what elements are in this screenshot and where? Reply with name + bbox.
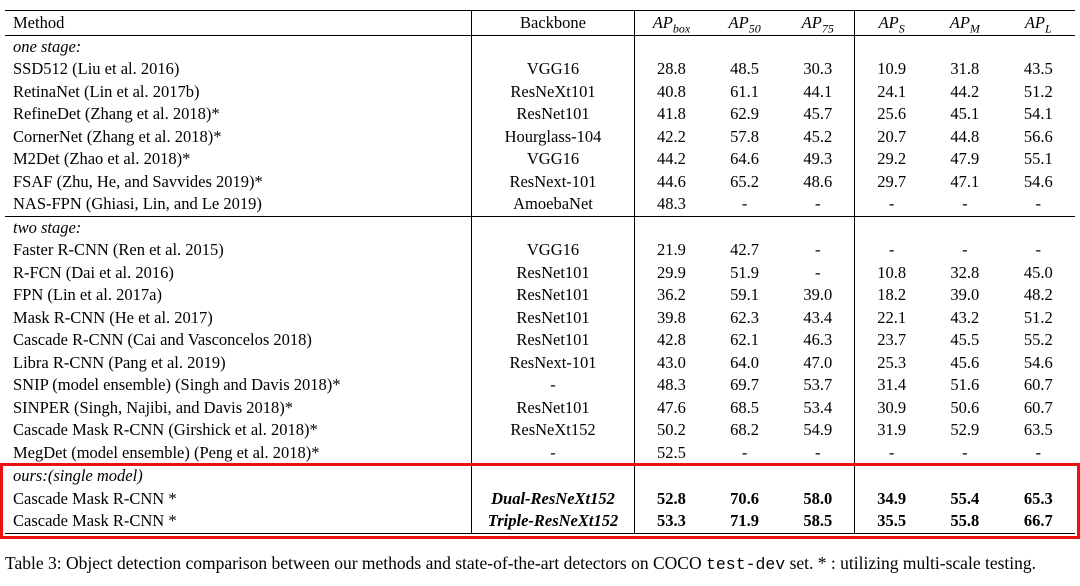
backbone-cell: Hourglass-104 — [472, 126, 635, 149]
table-row — [5, 262, 1075, 285]
method-cell: Cascade R-CNN (Cai and Vasconcelos 2018) — [5, 330, 472, 353]
metric-cell: 54.9 — [781, 420, 854, 443]
empty-cell — [855, 217, 928, 240]
metric-cell: 62.3 — [730, 307, 760, 327]
table-row — [5, 59, 1075, 82]
metric-cell: 24.1 — [877, 81, 907, 101]
metric-cell: 22.1 — [877, 307, 907, 327]
metric-cell: - — [888, 240, 895, 260]
method-cell: CornerNet (Zhang et al. 2018)* — [5, 126, 472, 149]
metric-cell: 48.6 — [781, 171, 854, 194]
table-row — [5, 194, 1075, 217]
backbone-cell: - — [472, 442, 635, 465]
table-row — [5, 171, 1075, 194]
metric-cell: 42.8 — [657, 330, 686, 350]
metric-cell: 10.8 — [877, 262, 907, 282]
backbone-cell: ResNet101 — [472, 262, 635, 285]
method-cell: RefineDet (Zhang et al. 2018)* — [5, 104, 472, 127]
metric-cell: - — [741, 442, 748, 462]
metric-cell: 58.0 — [781, 488, 854, 511]
empty-cell — [635, 465, 708, 488]
metric-cell: 42.7 — [730, 240, 760, 260]
metric-cell: 47.6 — [657, 397, 686, 417]
section-label-row — [5, 36, 1075, 59]
backbone-cell: ResNext-101 — [472, 352, 635, 375]
metric-cell: 25.3 — [877, 352, 907, 372]
metric-cell: 54.6 — [1023, 352, 1053, 372]
backbone-cell: - — [472, 375, 635, 398]
metric-cell: 31.8 — [950, 59, 980, 79]
empty-cell — [472, 217, 635, 240]
metric-cell: 47.0 — [781, 352, 854, 375]
method-cell: RetinaNet (Lin et al. 2017b) — [5, 81, 472, 104]
metric-cell: 28.8 — [657, 59, 686, 79]
backbone-cell: ResNet101 — [472, 104, 635, 127]
table-row — [5, 330, 1075, 353]
method-cell: SNIP (model ensemble) (Singh and Davis 2018)* — [5, 375, 472, 398]
metric-cell: - — [781, 240, 854, 263]
table-row — [5, 442, 1075, 465]
method-cell: MegDet (model ensemble) (Peng et al. 2018)* — [5, 442, 472, 465]
column-header: $AP_{50}$ — [708, 11, 781, 36]
empty-cell — [855, 36, 928, 59]
metric-cell: 64.0 — [730, 352, 760, 372]
metric-cell: 36.2 — [657, 285, 686, 305]
backbone-cell: ResNext-101 — [472, 171, 635, 194]
metric-cell: 44.8 — [950, 126, 980, 146]
metric-cell: 55.2 — [1023, 330, 1053, 350]
metric-cell: 52.9 — [950, 420, 980, 440]
method-cell: FPN (Lin et al. 2017a) — [5, 285, 472, 308]
metric-cell: 43.5 — [1023, 59, 1053, 79]
table-row — [5, 420, 1075, 443]
method-cell: R-FCN (Dai et al. 2016) — [5, 262, 472, 285]
metric-cell: 53.4 — [781, 397, 854, 420]
metric-cell: 47.1 — [950, 171, 980, 191]
metric-cell: 55.1 — [1023, 149, 1053, 169]
metric-cell: 32.8 — [950, 262, 980, 282]
metric-cell: 45.7 — [781, 104, 854, 127]
metric-cell: 66.7 — [1002, 511, 1075, 534]
metric-cell: - — [741, 194, 748, 214]
metric-cell: 29.2 — [877, 149, 907, 169]
method-cell: Cascade Mask R-CNN * — [5, 488, 472, 511]
table-row — [5, 104, 1075, 127]
metric-cell: 48.2 — [1023, 285, 1053, 305]
metric-cell: 46.3 — [781, 330, 854, 353]
caption-text-prefix: Table 3: Object detection comparison between our methods and state-of-the-art detectors on COCO — [5, 553, 706, 573]
column-header: $AP_M$ — [928, 11, 1001, 36]
metric-cell: 34.9 — [877, 488, 907, 508]
table-row — [5, 352, 1075, 375]
metric-cell: 56.6 — [1023, 126, 1053, 146]
method-cell: Cascade Mask R-CNN * — [5, 511, 472, 534]
metric-cell: - — [962, 442, 968, 462]
empty-cell — [708, 217, 781, 240]
metric-cell: 59.1 — [730, 285, 760, 305]
metric-cell: 39.0 — [781, 285, 854, 308]
metric-cell: 62.1 — [730, 330, 760, 350]
section-label: one stage: — [5, 36, 472, 59]
table-row — [5, 511, 1075, 534]
metric-cell: 70.6 — [730, 488, 760, 508]
empty-cell — [781, 217, 854, 240]
empty-cell — [928, 465, 1001, 488]
metric-cell: 20.7 — [877, 126, 907, 146]
metric-cell: 31.4 — [877, 375, 907, 395]
column-header: $AP_L$ — [1002, 11, 1075, 36]
metric-cell: 48.5 — [730, 59, 760, 79]
method-cell: Cascade Mask R-CNN (Girshick et al. 2018)* — [5, 420, 472, 443]
table-body — [5, 36, 1075, 534]
metric-cell: 45.5 — [950, 330, 980, 350]
empty-cell — [472, 36, 635, 59]
empty-cell — [708, 465, 781, 488]
metric-cell: 23.7 — [877, 330, 907, 350]
metric-cell: 54.6 — [1023, 171, 1053, 191]
metric-cell: - — [781, 442, 854, 465]
metric-cell: 21.9 — [657, 240, 686, 260]
metric-cell: 50.2 — [657, 420, 686, 440]
backbone-cell: ResNet101 — [472, 330, 635, 353]
metric-cell: 42.2 — [657, 126, 686, 146]
caption-text-suffix: set. * : utilizing multi-scale testing. — [785, 553, 1036, 573]
backbone-cell: ResNet101 — [472, 285, 635, 308]
metric-cell: 44.2 — [950, 81, 980, 101]
method-cell: SSD512 (Liu et al. 2016) — [5, 59, 472, 82]
metric-cell: 48.3 — [657, 375, 686, 395]
table-row — [5, 126, 1075, 149]
empty-cell — [928, 36, 1001, 59]
metric-cell: 63.5 — [1023, 420, 1053, 440]
column-header: Method — [5, 11, 472, 36]
header-row — [5, 11, 1075, 36]
metric-cell: 39.0 — [950, 285, 980, 305]
section-label-row — [5, 465, 1075, 488]
backbone-cell: ResNet101 — [472, 307, 635, 330]
table-row — [5, 81, 1075, 104]
backbone-cell: VGG16 — [472, 149, 635, 172]
empty-cell — [635, 36, 708, 59]
metric-cell: 44.6 — [657, 171, 686, 191]
backbone-cell: Triple-ResNeXt152 — [472, 511, 635, 534]
method-cell: Libra R-CNN (Pang et al. 2019) — [5, 352, 472, 375]
metric-cell: 48.3 — [657, 194, 686, 214]
metric-cell: 40.8 — [657, 81, 686, 101]
metric-cell: 51.2 — [1023, 307, 1053, 327]
backbone-cell: AmoebaNet — [472, 194, 635, 217]
table-row — [5, 307, 1075, 330]
metric-cell: 30.3 — [781, 59, 854, 82]
metric-cell: 60.7 — [1023, 397, 1053, 417]
metric-cell: 58.5 — [781, 511, 854, 534]
metric-cell: 45.0 — [1023, 262, 1053, 282]
empty-cell — [781, 465, 854, 488]
empty-cell — [472, 465, 635, 488]
metric-cell: 30.9 — [877, 397, 907, 417]
metric-cell: - — [1035, 194, 1042, 214]
metric-cell: 18.2 — [877, 285, 907, 305]
metric-cell: 60.7 — [1023, 375, 1053, 395]
backbone-cell: ResNeXt101 — [472, 81, 635, 104]
backbone-cell: Dual-ResNeXt152 — [472, 488, 635, 511]
metric-cell: 25.6 — [877, 104, 907, 124]
metric-cell: 45.6 — [950, 352, 980, 372]
empty-cell — [1002, 217, 1075, 240]
empty-cell — [781, 36, 854, 59]
metric-cell: - — [1035, 240, 1042, 260]
metric-cell: 43.2 — [950, 307, 980, 327]
metric-cell: - — [1035, 442, 1042, 462]
column-header: $AP_S$ — [855, 11, 928, 36]
metric-cell: 55.4 — [950, 488, 980, 508]
metric-cell: - — [888, 442, 895, 462]
metric-cell: 51.9 — [730, 262, 760, 282]
empty-cell — [708, 36, 781, 59]
metric-cell: 43.0 — [657, 352, 686, 372]
metric-cell: 71.9 — [708, 511, 781, 534]
metric-cell: 69.7 — [730, 375, 760, 395]
table-row — [5, 285, 1075, 308]
metric-cell: 35.5 — [855, 511, 928, 534]
empty-cell — [1002, 36, 1075, 59]
method-cell: Mask R-CNN (He et al. 2017) — [5, 307, 472, 330]
metric-cell: 44.1 — [781, 81, 854, 104]
metric-cell: 47.9 — [950, 149, 980, 169]
metric-cell: 55.8 — [928, 511, 1001, 534]
metric-cell: 65.3 — [1023, 488, 1053, 508]
metric-cell: 49.3 — [781, 149, 854, 172]
metric-cell: 45.2 — [781, 126, 854, 149]
metric-cell: - — [781, 262, 854, 285]
metric-cell: 68.5 — [730, 397, 760, 417]
metric-cell: 68.2 — [730, 420, 760, 440]
backbone-cell: VGG16 — [472, 59, 635, 82]
metric-cell: 44.2 — [657, 149, 686, 169]
table-row — [5, 240, 1075, 263]
metric-cell: 51.6 — [950, 375, 980, 395]
column-header: $AP_{box}$ — [635, 11, 708, 36]
metric-cell: 39.8 — [657, 307, 686, 327]
section-label: ours:(single model) — [5, 465, 472, 488]
metric-cell: - — [962, 194, 968, 214]
metric-cell: - — [962, 240, 968, 260]
metric-cell: 54.1 — [1023, 104, 1053, 124]
empty-cell — [1002, 465, 1075, 488]
metric-cell: 53.3 — [635, 511, 708, 534]
metric-cell: 41.8 — [657, 104, 686, 124]
metric-cell: 10.9 — [877, 59, 907, 79]
caption-code-testdev: test-dev — [705, 555, 786, 574]
empty-cell — [855, 465, 928, 488]
method-cell: NAS-FPN (Ghiasi, Lin, and Le 2019) — [5, 194, 472, 217]
table-row — [5, 397, 1075, 420]
metric-cell: 53.7 — [781, 375, 854, 398]
metric-cell: 43.4 — [781, 307, 854, 330]
table-row — [5, 149, 1075, 172]
method-cell: SINPER (Singh, Najibi, and Davis 2018)* — [5, 397, 472, 420]
backbone-cell: ResNet101 — [472, 397, 635, 420]
metric-cell: 52.8 — [657, 488, 686, 508]
metric-cell: 57.8 — [730, 126, 760, 146]
method-cell: M2Det (Zhao et al. 2018)* — [5, 149, 472, 172]
section-label-row — [5, 217, 1075, 240]
column-header: Backbone — [472, 11, 635, 36]
metric-cell: 65.2 — [730, 171, 760, 191]
backbone-cell: VGG16 — [472, 240, 635, 263]
metric-cell: - — [781, 194, 854, 217]
paper-page — [0, 10, 1080, 586]
backbone-cell: ResNeXt152 — [472, 420, 635, 443]
section-label: two stage: — [5, 217, 472, 240]
metric-cell: 50.6 — [950, 397, 980, 417]
table-row — [5, 488, 1075, 511]
metric-cell: - — [888, 194, 895, 214]
metric-cell: 29.9 — [657, 262, 686, 282]
metric-cell: 45.1 — [950, 104, 980, 124]
empty-cell — [635, 217, 708, 240]
empty-cell — [928, 217, 1001, 240]
metric-cell: 61.1 — [730, 81, 760, 101]
metric-cell: 29.7 — [877, 171, 907, 191]
metric-cell: 51.2 — [1023, 81, 1053, 101]
table-row — [5, 375, 1075, 398]
method-cell: FSAF (Zhu, He, and Savvides 2019)* — [5, 171, 472, 194]
method-cell: Faster R-CNN (Ren et al. 2015) — [5, 240, 472, 263]
table-header — [5, 11, 1075, 36]
table-wrap — [5, 10, 1075, 534]
metric-cell: 62.9 — [730, 104, 760, 124]
metric-cell: 64.6 — [730, 149, 760, 169]
metric-cell: 52.5 — [657, 442, 686, 462]
metric-cell: 31.9 — [877, 420, 907, 440]
results-table — [5, 10, 1075, 534]
column-header: $AP_{75}$ — [781, 11, 854, 36]
table-caption — [5, 551, 1077, 577]
